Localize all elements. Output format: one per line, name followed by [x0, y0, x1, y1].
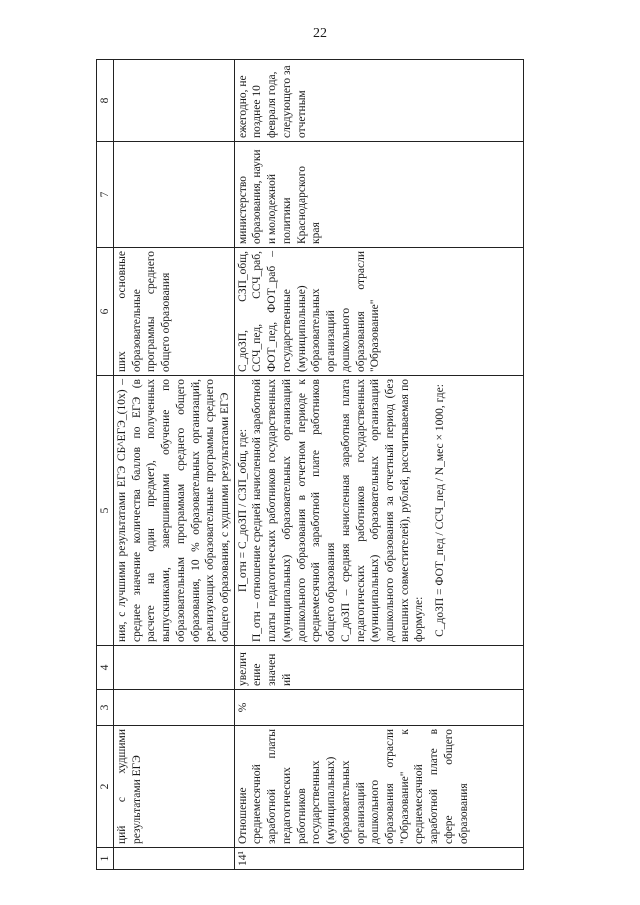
column-number: 8 — [97, 60, 114, 142]
cell-responsible — [114, 142, 235, 248]
column-number: 6 — [97, 248, 114, 376]
column-number: 4 — [97, 646, 114, 690]
column-number: 7 — [97, 142, 114, 248]
cell-indicator-name: ций с худшими результатами ЕГЭ — [114, 726, 235, 848]
rotated-table-wrapper — [96, 60, 526, 870]
formula-salary: С_доЗП = ФОТ_пед / ССЧ_пед / N_мес × 1000, где: — [434, 384, 447, 637]
cell-responsible: министерство образования, науки и молодежной политики Краснодарского края — [234, 142, 523, 248]
cell-method: ния, с лучшими результатами ЕГЭ СБ^ЕГЭ_(10х) – среднее значение количества баллов по ЕГЭ (в расчете на один предмет), полученных выпускниками, завершившими обучение по образовательным программам среднего общего образования, 10 % образовательных организаций, реализующих образовательные программы среднего общего образования, с худшими результатами ЕГЭ — [114, 376, 235, 646]
cell-method — [234, 376, 523, 646]
cell-deadline — [114, 60, 235, 142]
definition-ratio: П_отн – отношение средней начисленной заработной платы педагогических работников государственных (муниципальных) образовательных организаций дошкольного образования в отчетном периоде к среднемесячной заработной плате работников общего образования — [251, 379, 338, 642]
column-number: 1 — [97, 848, 114, 870]
formula-ratio: П_отн = С_доЗП / СЗП_общ, где: — [236, 428, 249, 593]
definition-salary: С_доЗП – средняя начисленная заработная плата педагогических работников государственных (муниципальных) образовательных организаций дошкольного образования за отчетный период (без внешних совместителей), рублей, рассчитываемая по формуле: — [339, 379, 426, 642]
column-number-row — [97, 60, 114, 870]
table-row-continued — [114, 60, 235, 870]
column-number: 2 — [97, 726, 114, 848]
cell-unit: % — [234, 690, 523, 726]
cell-number — [114, 848, 235, 870]
cell-indicator-name: Отношение среднемесячной заработной платы педагогических работников государственных (муниципальных) образовательных организаций дошкольного образования отрасли "Образование" к среднемесячной заработной плате в сфере общего образования — [234, 726, 523, 848]
cell-trend: увеличение значений — [234, 646, 523, 690]
cell-sources: С_доЗП, СЗП_общ, ССЧ_пед, ССЧ_раб, ФОТ_пед, ФОТ_раб – государственные (муниципальные) образовательных организаций дошкольного образования отрасли "Образование" — [234, 248, 523, 376]
cell-deadline: ежегодно, не позднее 10 февраля года, следующего за отчетным — [234, 60, 523, 142]
column-number: 3 — [97, 690, 114, 726]
table-row-14 — [234, 60, 523, 870]
column-number: 5 — [97, 376, 114, 646]
cell-trend — [114, 646, 235, 690]
cell-sources: ших основные образовательные программы среднего общего образования — [114, 248, 235, 376]
cell-unit — [114, 690, 235, 726]
indicators-table — [96, 59, 524, 870]
cell-number: 14¹ — [234, 848, 523, 870]
page-number: 22 — [313, 26, 327, 41]
